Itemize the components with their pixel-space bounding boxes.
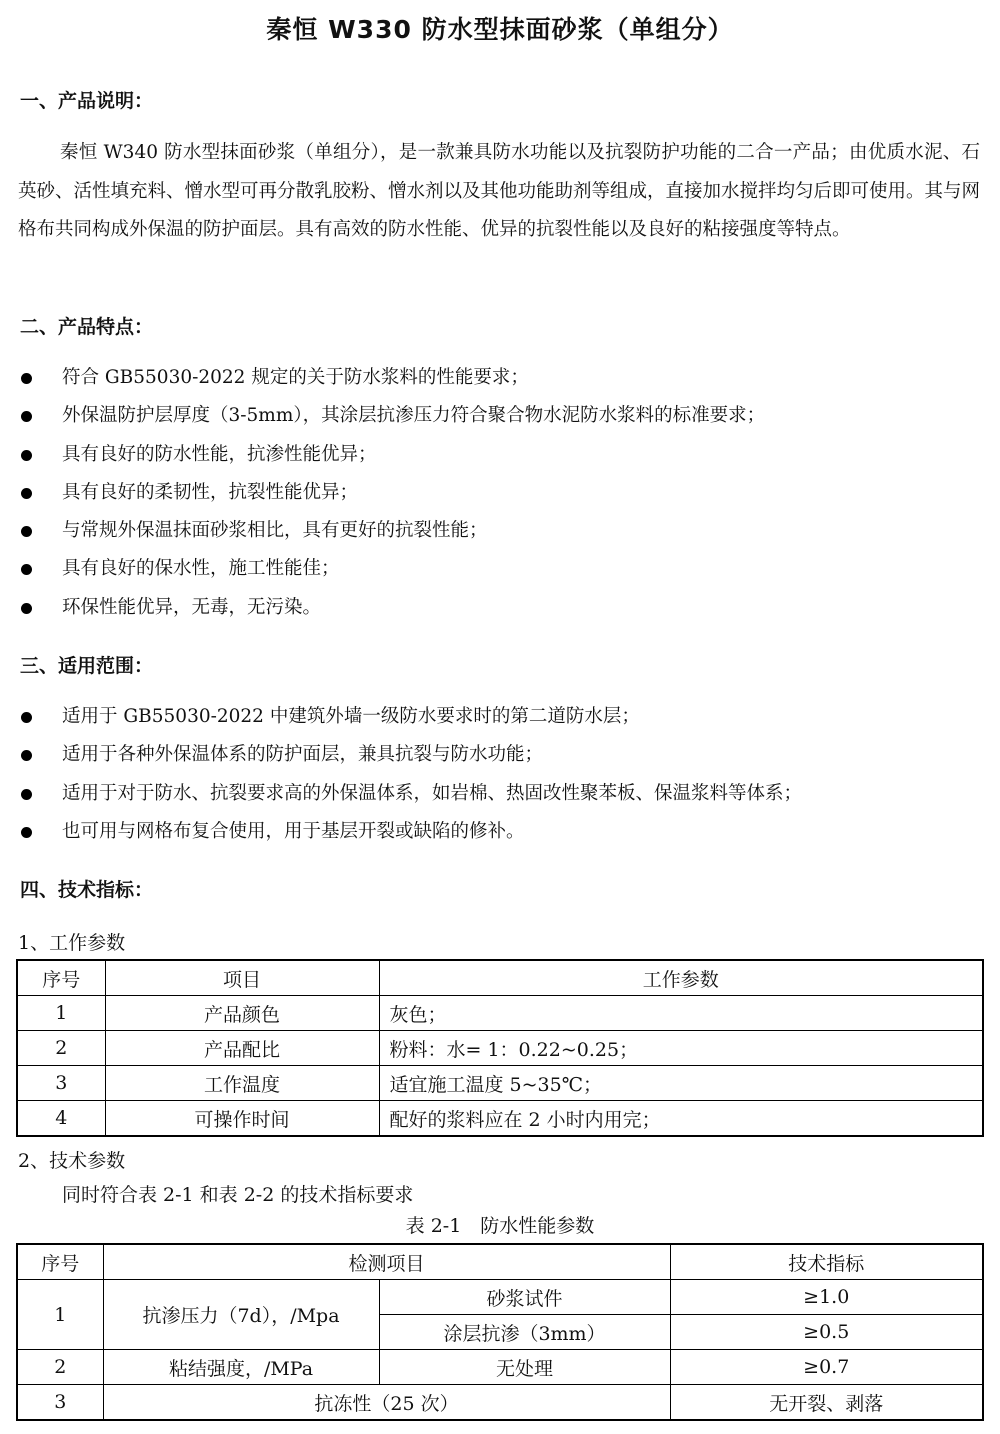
section-heading-specs: 四、技术指标： (20, 879, 154, 901)
bullet-icon (21, 564, 32, 575)
table-cell: ≥1.0 (670, 1280, 983, 1315)
table-row (17, 1031, 983, 1066)
bullet-icon (21, 411, 32, 422)
table-cell: 1 (17, 996, 105, 1031)
table-cell: 适宜施工温度 5~35℃； (379, 1066, 983, 1101)
tech-params-note: 同时符合表 2-1 和表 2-2 的技术指标要求 (62, 1184, 414, 1206)
feature-list (0, 359, 1000, 627)
table-header-cell: 项目 (105, 960, 379, 996)
list-item (0, 397, 1000, 435)
table-row (17, 1066, 983, 1101)
table-cell: 砂浆试件 (379, 1280, 670, 1315)
bullet-icon (21, 789, 32, 800)
table-cell: 粘结强度，/MPa (103, 1350, 379, 1385)
list-item (0, 736, 1000, 774)
table-cell: 产品颜色 (105, 996, 379, 1031)
table-header-cell: 序号 (17, 960, 105, 996)
table-header-cell: 检测项目 (103, 1244, 670, 1280)
list-item (0, 813, 1000, 851)
bullet-icon (21, 827, 32, 838)
waterproof-performance-table (16, 1243, 984, 1421)
bullet-icon (21, 450, 32, 461)
scope-list (0, 698, 1000, 851)
table-caption: 表 2-1 防水性能参数 (405, 1215, 595, 1237)
list-item (0, 474, 1000, 512)
table-cell: 1 (17, 1280, 103, 1350)
list-item-text: 环保性能优异，无毒，无污染。 (62, 596, 322, 618)
bullet-icon (21, 603, 32, 614)
table-cell: 粉料：水= 1：0.22~0.25； (379, 1031, 983, 1066)
table-cell: 抗渗压力（7d），/Mpa (103, 1280, 379, 1350)
section-heading-scope: 三、适用范围： (20, 655, 154, 677)
table-cell: ≥0.5 (670, 1315, 983, 1350)
list-item-text: 具有良好的保水性，施工性能佳； (62, 558, 340, 580)
list-item-text: 具有良好的防水性能，抗渗性能优异； (62, 443, 377, 465)
table-cell: 可操作时间 (105, 1101, 379, 1137)
table-header-row (17, 960, 983, 996)
table-cell: 2 (17, 1350, 103, 1385)
list-item-text: 也可用与网格布复合使用，用于基层开裂或缺陷的修补。 (62, 820, 525, 842)
table-cell: 4 (17, 1101, 105, 1137)
document-title: 秦恒 W330 防水型抹面砂浆（单组分） (266, 15, 734, 44)
list-item (0, 512, 1000, 550)
table-cell: 工作温度 (105, 1066, 379, 1101)
list-item-text: 外保温防护层厚度（3-5mm），其涂层抗渗压力符合聚合物水泥防水浆料的标准要求； (62, 405, 766, 427)
table-cell: 配好的浆料应在 2 小时内用完； (379, 1101, 983, 1137)
bullet-icon (21, 488, 32, 499)
table-cell: 灰色； (379, 996, 983, 1031)
table-row (17, 1280, 983, 1315)
list-item (0, 550, 1000, 588)
list-item-text: 适用于 GB55030-2022 中建筑外墙一级防水要求时的第二道防水层； (62, 706, 640, 727)
list-item (0, 589, 1000, 627)
working-params-table (16, 959, 984, 1137)
table-cell: 2 (17, 1031, 105, 1066)
list-item (0, 698, 1000, 736)
section-heading-description: 一、产品说明： (20, 90, 154, 112)
table-cell: 3 (17, 1066, 105, 1101)
table-row (17, 1101, 983, 1137)
table-cell: 产品配比 (105, 1031, 379, 1066)
bullet-icon (21, 526, 32, 537)
bullet-icon (21, 712, 32, 723)
table-header-cell: 技术指标 (670, 1244, 983, 1280)
table-header-cell: 工作参数 (379, 960, 983, 996)
list-item-text: 适用于各种外保温体系的防护面层，兼具抗裂与防水功能； (62, 744, 544, 766)
table-cell: 无开裂、剥落 (670, 1385, 983, 1421)
table-row (17, 1385, 983, 1421)
table-row (17, 1350, 983, 1385)
table-cell: ≥0.7 (670, 1350, 983, 1385)
table-cell: 涂层抗渗（3mm） (379, 1315, 670, 1350)
list-item (0, 359, 1000, 397)
table-cell: 3 (17, 1385, 103, 1421)
list-item (0, 436, 1000, 474)
list-item-text: 符合 GB55030-2022 规定的关于防水浆料的性能要求； (62, 367, 529, 388)
table-cell: 无处理 (379, 1350, 670, 1385)
table-cell: 抗冻性（25 次） (103, 1385, 670, 1421)
bullet-icon (21, 373, 32, 384)
bullet-icon (21, 750, 32, 761)
list-item-text: 适用于对于防水、抗裂要求高的外保温体系，如岩棉、热固改性聚苯板、保温浆料等体系； (62, 782, 803, 804)
product-description: 秦恒 W340 防水型抹面砂浆（单组分），是一款兼具防水功能以及抗裂防护功能的二合一产品；由优质水泥、石英砂、活性填充料、憎水型可再分散乳胶粉、憎水剂以及其他功能助剂等组成，直接加水搅拌均匀后即可使用。其与网格布共同构成外保温的防护面层。具有高效的防水性能、优异的抗裂性能以及良好的粘接强度等特点。 (18, 142, 981, 240)
section-heading-features: 二、产品特点： (20, 316, 154, 338)
table-header-row (17, 1244, 983, 1280)
subsection-working-params: 1、工作参数 (18, 932, 126, 954)
list-item-text: 具有良好的柔韧性，抗裂性能优异； (62, 481, 359, 503)
table-row (17, 996, 983, 1031)
subsection-tech-params: 2、技术参数 (18, 1150, 126, 1172)
list-item (0, 775, 1000, 813)
list-item-text: 与常规外保温抹面砂浆相比，具有更好的抗裂性能； (62, 520, 488, 542)
table-header-cell: 序号 (17, 1244, 103, 1280)
